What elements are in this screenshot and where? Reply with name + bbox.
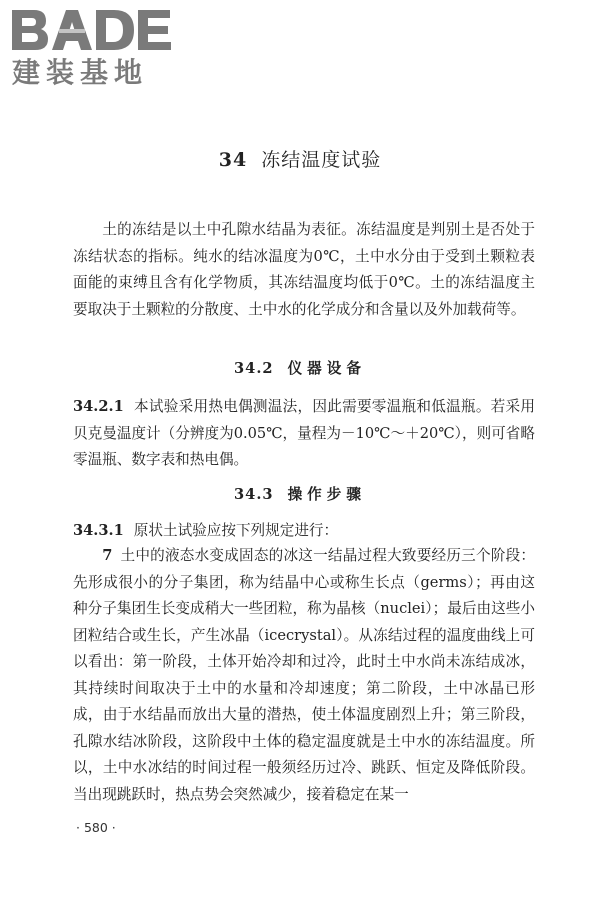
chapter-title-text: 冻结温度试验	[261, 149, 382, 171]
chapter-title	[0, 145, 600, 172]
section-title: 仪器设备	[287, 360, 366, 377]
clause-number: 34.2.1	[73, 398, 124, 415]
item-7-paragraph	[73, 543, 535, 808]
bade-watermark-logo	[8, 6, 178, 88]
item-number: 7	[102, 547, 113, 564]
section-title: 操作步骤	[287, 486, 366, 503]
section-number: 34.3	[234, 486, 274, 503]
item-text: 土中的液态水变成固态的冰这一结晶过程大致要经历三个阶段：先形成很小的分子集团，称为结晶中心或称生长点（germs）；再由这种分子集团生长变成稍大一些团粒，称为晶核（nuclei）；最后由这些小团粒结合或生长，产生冰晶（icecrystal）。从冻结过程的温度曲线上可以看出：第一阶段，土体开始冷却和过冷，此时土中水尚未冻结成冰，其持续时间取决于土中的水量和冷却速度；第二阶段，土中冰晶已形成，由于水结晶而放出大量的潜热，使土体温度剧烈上升；第三阶段，孔隙水结冰阶段，这阶段中土体的稳定温度就是土中水的冻结温度。所以，土中水冰结的时间过程一般须经历过冷、跳跃、恒定及降低阶段。当出现跳跃时，热点势会突然减少，接着稳定在某一	[73, 547, 535, 803]
clause-34-2-1	[73, 394, 535, 474]
section-number: 34.2	[234, 360, 274, 377]
logo-letter-e	[138, 10, 171, 50]
section-heading-34-3	[0, 483, 600, 504]
logo-letter-b	[12, 10, 48, 50]
clause-number: 34.3.1	[73, 522, 124, 539]
section-heading-34-2	[0, 357, 600, 378]
intro-paragraph: 土的冻结是以土中孔隙水结晶为表征。冻结温度是判别土是否处于冻结状态的指标。纯水的结冰温度为0℃，土中水分由于受到土颗粒表面能的束缚且含有化学物质，其冻结温度均低于0℃。土的冻结温度主要取决于土颗粒的分散度、土中水的化学成分和含量以及外加载荷等。	[73, 221, 535, 318]
clause-text: 原状土试验应按下列规定进行：	[133, 522, 339, 539]
logo-letter-d	[96, 10, 134, 50]
logo-chinese-text: 建装基地	[12, 56, 149, 88]
clause-text: 本试验采用热电偶测温法，因此需要零温瓶和低温瓶。若采用贝克曼温度计（分辨度为0.05℃，量程为－10℃～＋20℃），则可省略零温瓶、数字表和热电偶。	[73, 398, 535, 468]
clause-34-3-1	[73, 518, 535, 545]
page-number: · 580 ·	[76, 820, 116, 835]
logo-accent-bar	[59, 29, 85, 33]
chapter-number: 34	[218, 149, 248, 171]
